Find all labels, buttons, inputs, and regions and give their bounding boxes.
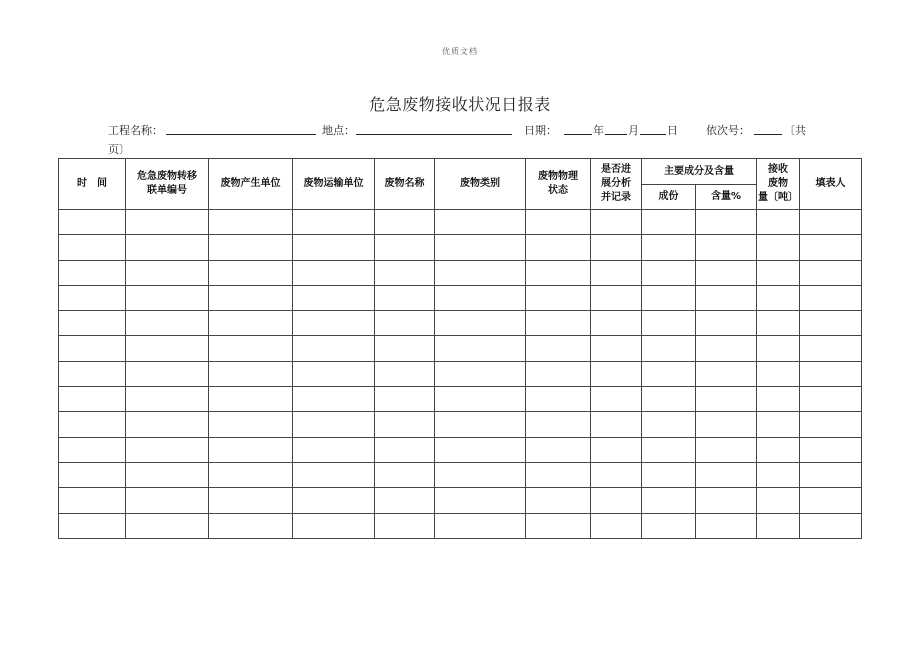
table-cell[interactable]: [800, 412, 862, 437]
table-cell[interactable]: [293, 412, 375, 437]
table-cell[interactable]: [209, 412, 293, 437]
location-label: 地点：: [322, 124, 355, 137]
table-cell[interactable]: [591, 412, 642, 437]
table-cell[interactable]: [59, 437, 126, 462]
table-cell[interactable]: [800, 210, 862, 235]
table-cell[interactable]: [696, 462, 757, 487]
table-cell[interactable]: [591, 336, 642, 361]
project-name-field[interactable]: [166, 122, 316, 135]
table-cell[interactable]: [526, 285, 591, 310]
table-cell[interactable]: [375, 260, 435, 285]
table-cell[interactable]: [591, 260, 642, 285]
table-cell[interactable]: [293, 387, 375, 412]
table-cell[interactable]: [526, 513, 591, 538]
table-cell[interactable]: [591, 285, 642, 310]
waste-receipt-table: [58, 158, 862, 539]
table-row: [59, 513, 862, 538]
table-cell[interactable]: [526, 260, 591, 285]
table-cell[interactable]: [526, 488, 591, 513]
table-cell[interactable]: [591, 488, 642, 513]
table-cell[interactable]: [800, 311, 862, 336]
table-cell[interactable]: [126, 311, 209, 336]
table-cell[interactable]: [126, 513, 209, 538]
table-cell[interactable]: [59, 260, 126, 285]
table-cell[interactable]: [757, 488, 800, 513]
header-main-components: 主要成分及含量: [642, 159, 757, 185]
table-cell[interactable]: [435, 260, 526, 285]
table-cell[interactable]: [375, 412, 435, 437]
table-row: [59, 311, 862, 336]
table-cell[interactable]: [800, 488, 862, 513]
table-cell[interactable]: [209, 513, 293, 538]
header-filler: 填表人: [800, 159, 862, 210]
table-cell[interactable]: [375, 336, 435, 361]
table-row: [59, 260, 862, 285]
total-pages-label: 〔共: [784, 124, 806, 137]
table-cell[interactable]: [696, 412, 757, 437]
page-close-label: 页〕: [108, 143, 130, 156]
table-cell[interactable]: [209, 336, 293, 361]
header-content-percent: 含量%: [696, 185, 757, 210]
header-component: 成份: [642, 185, 696, 210]
table-cell[interactable]: [526, 336, 591, 361]
watermark-text: 优质文档: [442, 47, 478, 56]
year-field[interactable]: [564, 122, 592, 135]
table-cell[interactable]: [293, 311, 375, 336]
table-cell[interactable]: [800, 462, 862, 487]
table-cell[interactable]: [375, 361, 435, 386]
table-cell[interactable]: [293, 361, 375, 386]
table-body: [59, 210, 862, 539]
header-time: 时 间: [59, 159, 126, 210]
table-cell[interactable]: [293, 235, 375, 260]
table-cell[interactable]: [126, 488, 209, 513]
table-cell[interactable]: [293, 336, 375, 361]
table-cell[interactable]: [526, 361, 591, 386]
table-cell[interactable]: [59, 361, 126, 386]
table-cell[interactable]: [435, 462, 526, 487]
table-row: [59, 361, 862, 386]
table-cell[interactable]: [435, 311, 526, 336]
table-cell[interactable]: [209, 210, 293, 235]
table-cell[interactable]: [591, 311, 642, 336]
table-cell[interactable]: [526, 387, 591, 412]
table-cell[interactable]: [757, 285, 800, 310]
table-row: [59, 488, 862, 513]
table-row: [59, 462, 862, 487]
table-row: [59, 235, 862, 260]
table-cell[interactable]: [375, 462, 435, 487]
table-cell[interactable]: [591, 235, 642, 260]
table-cell[interactable]: [375, 285, 435, 310]
table-cell[interactable]: [757, 462, 800, 487]
table-cell[interactable]: [375, 210, 435, 235]
table-cell[interactable]: [126, 412, 209, 437]
table-cell[interactable]: [126, 336, 209, 361]
table-cell[interactable]: [800, 235, 862, 260]
header-transporter: 废物运输单位: [293, 159, 375, 210]
header-analyzed: 是否进 展分析 并记录: [591, 159, 642, 210]
table-cell[interactable]: [757, 387, 800, 412]
table-cell[interactable]: [209, 235, 293, 260]
table-cell[interactable]: [642, 235, 696, 260]
table-row: [59, 336, 862, 361]
table-cell[interactable]: [591, 361, 642, 386]
table-cell[interactable]: [642, 412, 696, 437]
table-cell[interactable]: [526, 235, 591, 260]
table-cell[interactable]: [209, 285, 293, 310]
page-title: 危急废物接收状况日报表: [369, 95, 551, 114]
table-cell[interactable]: [800, 336, 862, 361]
table-cell[interactable]: [293, 285, 375, 310]
table-cell[interactable]: [293, 462, 375, 487]
table-cell[interactable]: [435, 412, 526, 437]
table-cell[interactable]: [696, 387, 757, 412]
table-cell[interactable]: [526, 412, 591, 437]
table-header-row: [59, 159, 862, 185]
table-cell[interactable]: [59, 513, 126, 538]
table-cell[interactable]: [59, 210, 126, 235]
table-cell[interactable]: [800, 260, 862, 285]
table-cell[interactable]: [757, 361, 800, 386]
table-cell[interactable]: [757, 235, 800, 260]
table-cell[interactable]: [375, 437, 435, 462]
table-cell[interactable]: [696, 235, 757, 260]
table-cell[interactable]: [375, 235, 435, 260]
table-cell[interactable]: [209, 488, 293, 513]
day-field[interactable]: [640, 122, 666, 135]
table-cell[interactable]: [59, 285, 126, 310]
table-cell[interactable]: [126, 260, 209, 285]
day-label: 日: [667, 124, 678, 137]
table-cell[interactable]: [435, 513, 526, 538]
project-name-label: 工程名称：: [108, 124, 163, 137]
table-cell[interactable]: [800, 513, 862, 538]
table-cell[interactable]: [293, 488, 375, 513]
table-cell[interactable]: [757, 336, 800, 361]
table-cell[interactable]: [757, 311, 800, 336]
table-cell[interactable]: [591, 437, 642, 462]
table-cell[interactable]: [59, 311, 126, 336]
table-cell[interactable]: [696, 260, 757, 285]
table-cell[interactable]: [209, 311, 293, 336]
table-cell[interactable]: [800, 387, 862, 412]
table-cell[interactable]: [435, 336, 526, 361]
table-cell[interactable]: [526, 462, 591, 487]
table-cell[interactable]: [642, 462, 696, 487]
table-cell[interactable]: [757, 412, 800, 437]
table-cell[interactable]: [591, 462, 642, 487]
header-waste-name: 废物名称: [375, 159, 435, 210]
table-cell[interactable]: [375, 488, 435, 513]
table-cell[interactable]: [435, 437, 526, 462]
table-cell[interactable]: [696, 513, 757, 538]
table-cell[interactable]: [293, 437, 375, 462]
table-cell[interactable]: [696, 311, 757, 336]
table-cell[interactable]: [435, 361, 526, 386]
table-cell[interactable]: [526, 210, 591, 235]
table-cell[interactable]: [800, 285, 862, 310]
table-cell[interactable]: [209, 387, 293, 412]
table-cell[interactable]: [642, 311, 696, 336]
table-cell[interactable]: [126, 210, 209, 235]
table-cell[interactable]: [591, 387, 642, 412]
table-cell[interactable]: [526, 437, 591, 462]
header-producer: 废物产生单位: [209, 159, 293, 210]
header-received-quantity: 接收 废物 量〔吨〕: [757, 159, 800, 210]
table-cell[interactable]: [757, 210, 800, 235]
header-physical-state: 废物物理 状态: [526, 159, 591, 210]
table-cell[interactable]: [126, 361, 209, 386]
table-cell[interactable]: [375, 311, 435, 336]
table-cell[interactable]: [59, 235, 126, 260]
month-label: 月: [628, 124, 639, 137]
table-cell[interactable]: [696, 285, 757, 310]
table-cell[interactable]: [591, 513, 642, 538]
table-cell[interactable]: [526, 311, 591, 336]
table-cell[interactable]: [126, 387, 209, 412]
table-cell[interactable]: [800, 361, 862, 386]
table-cell[interactable]: [435, 285, 526, 310]
date-label: 日期：: [524, 124, 557, 137]
sequence-field[interactable]: [754, 122, 782, 135]
table-cell[interactable]: [293, 210, 375, 235]
table-cell[interactable]: [642, 387, 696, 412]
table-cell[interactable]: [800, 437, 862, 462]
table-cell[interactable]: [696, 336, 757, 361]
sequence-label: 依次号：: [706, 124, 750, 137]
table-cell[interactable]: [642, 210, 696, 235]
table-cell[interactable]: [126, 285, 209, 310]
table-cell[interactable]: [642, 437, 696, 462]
header-transfer-number: 危急废物转移 联单编号: [126, 159, 209, 210]
table-cell[interactable]: [696, 437, 757, 462]
table-cell[interactable]: [435, 488, 526, 513]
table-cell[interactable]: [209, 437, 293, 462]
table-cell[interactable]: [209, 361, 293, 386]
table-cell[interactable]: [126, 462, 209, 487]
table-cell[interactable]: [642, 260, 696, 285]
table-cell[interactable]: [375, 387, 435, 412]
location-field[interactable]: [356, 122, 512, 135]
table-cell[interactable]: [375, 513, 435, 538]
table-cell[interactable]: [757, 513, 800, 538]
table-cell[interactable]: [591, 210, 642, 235]
table-row: [59, 387, 862, 412]
table-cell[interactable]: [59, 412, 126, 437]
table-cell[interactable]: [696, 488, 757, 513]
header-waste-category: 废物类别: [435, 159, 526, 210]
year-label: 年: [593, 124, 604, 137]
table-cell[interactable]: [642, 336, 696, 361]
table-cell[interactable]: [642, 285, 696, 310]
table-row: [59, 285, 862, 310]
table-cell[interactable]: [209, 260, 293, 285]
table-cell[interactable]: [696, 210, 757, 235]
table-cell[interactable]: [757, 260, 800, 285]
table-row: [59, 437, 862, 462]
table-cell[interactable]: [696, 361, 757, 386]
table-cell[interactable]: [126, 235, 209, 260]
table-cell[interactable]: [126, 437, 209, 462]
table-cell[interactable]: [293, 513, 375, 538]
table-cell[interactable]: [435, 235, 526, 260]
table-cell[interactable]: [642, 513, 696, 538]
table-cell[interactable]: [757, 437, 800, 462]
table-cell[interactable]: [59, 488, 126, 513]
table-cell[interactable]: [435, 210, 526, 235]
month-field[interactable]: [605, 122, 627, 135]
table-cell[interactable]: [435, 387, 526, 412]
table-row: [59, 210, 862, 235]
table-cell[interactable]: [209, 462, 293, 487]
table-row: [59, 412, 862, 437]
table-cell[interactable]: [293, 260, 375, 285]
table-cell[interactable]: [59, 462, 126, 487]
table-cell[interactable]: [642, 488, 696, 513]
table-cell[interactable]: [642, 361, 696, 386]
table-cell[interactable]: [59, 387, 126, 412]
table-cell[interactable]: [59, 336, 126, 361]
